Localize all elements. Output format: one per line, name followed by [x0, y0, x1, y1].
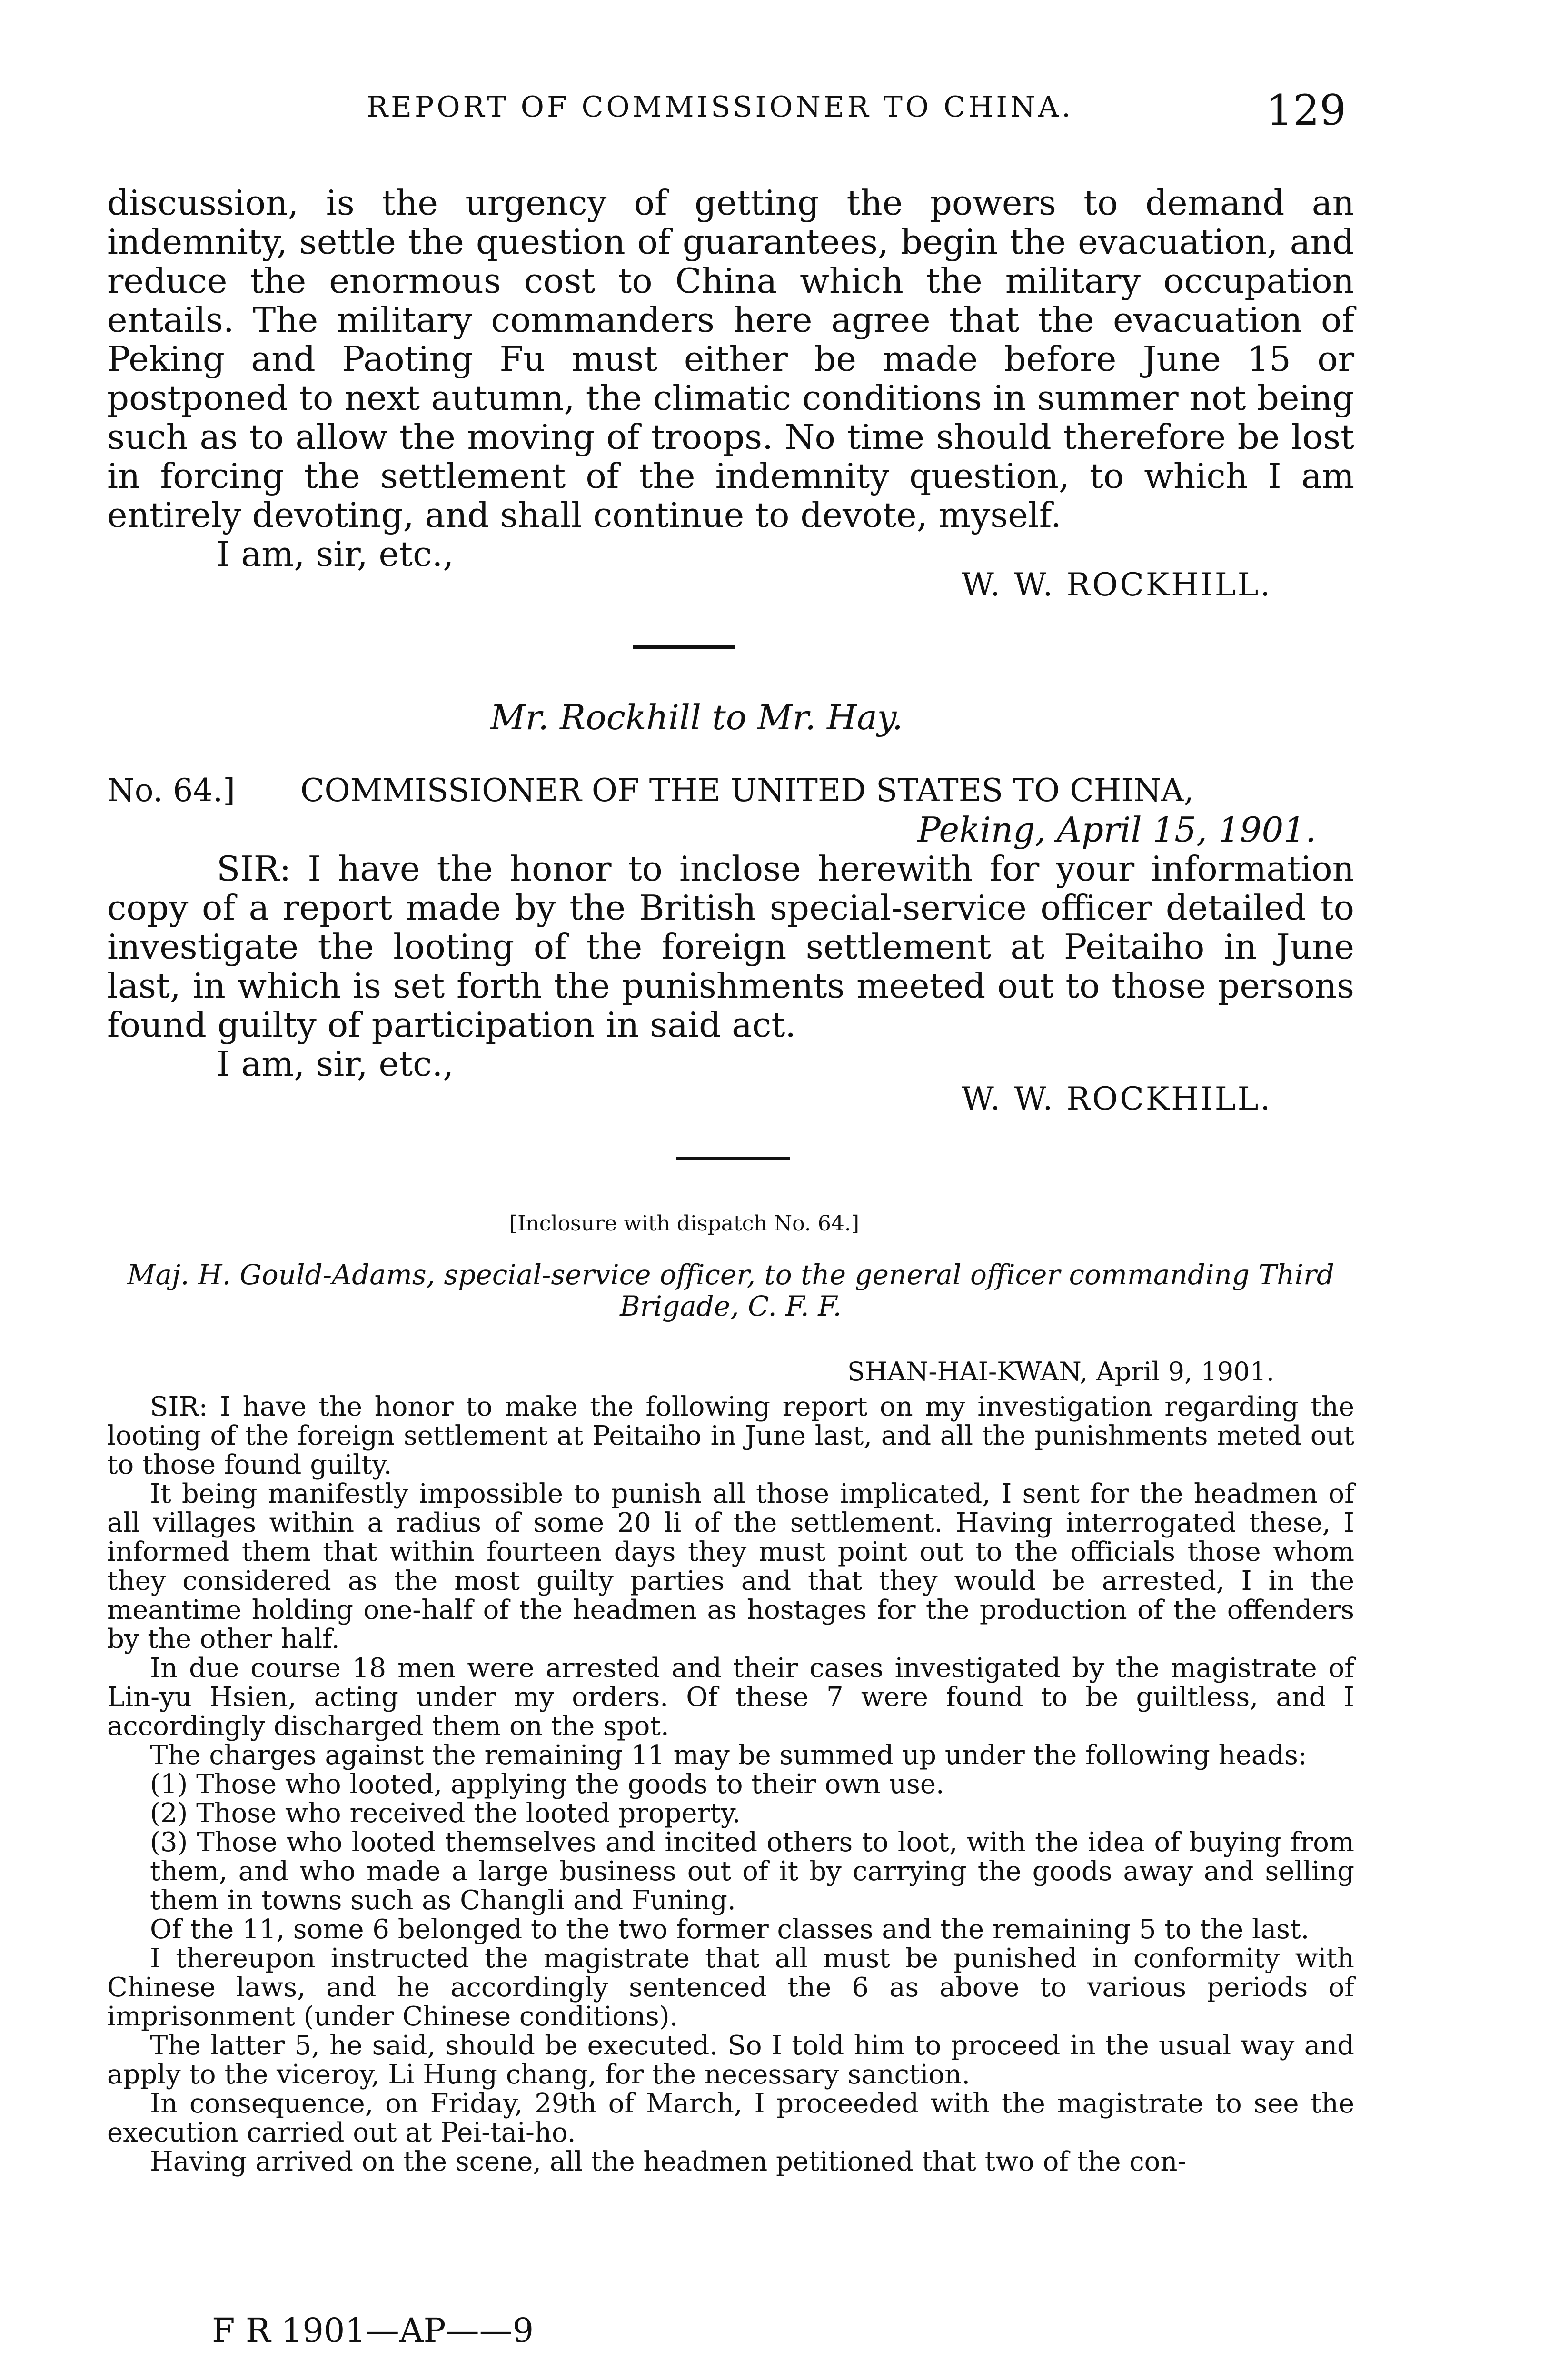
letter-body: SIR: I have the honor to inclose herewith for your information copy of a report made by the British special-service officer detailed to investigate the looting of the foreign settlement at Peitaiho in June last, in which is set forth the punishments meeted out to those persons found guilty of participation in said act. — [107, 849, 1354, 1045]
section-rule-1 — [633, 645, 735, 649]
list-item: (3) Those who looted themselves and incited others to loot, with the idea of buying from them, and who made a large business out of it by carrying the goods away and selling them in towns such as Changli and Funing. — [150, 1827, 1354, 1916]
letter-place-date: Peking, April 15, 1901. — [917, 810, 1316, 850]
top-paragraph: discussion, is the urgency of getting the powers to demand an indemnity, settle the question of guarantees, begin the evacuation, and reduce the enormous cost to China which the military occupation entails. The military commanders here agree that the evacuation of Peking and Paoting Fu must either be made before June 15 or postponed to next autumn, the climatic conditions in summer not being such as to allow the moving of troops. No time should therefore be lost in forcing the settlement of the indemnity question, to which I am entirely devoting, and shall continue to devote, myself. — [107, 183, 1354, 535]
inclosure-paragraph: SIR: I have the honor to make the following report on my investigation regarding the looting of the foreign settlement at Peitaiho in June last, and all the punishments meted out to those found guilty. — [107, 1391, 1354, 1480]
list-item: (2) Those who received the looted property. — [150, 1798, 741, 1829]
letter-2-block — [107, 771, 1354, 1083]
inclosure-place-date: SHAN-HAI-KWAN, April 9, 1901. — [847, 1357, 1274, 1387]
inclosure-heading: Maj. H. Gould-Adams, special-service officer, to the general officer commanding Third Brigade, C. F. F. — [127, 1259, 1334, 1322]
dispatch-number: No. 64.] — [107, 772, 235, 809]
letter-from: COMMISSIONER OF THE UNITED STATES TO CHINA, — [300, 772, 1194, 809]
inclosure-paragraph: In consequence, on Friday, 29th of March, I proceeded with the magistrate to see the execution carried out at Pei-tai-ho. — [107, 2088, 1354, 2148]
inclosure-paragraph: Having arrived on the scene, all the headmen petitioned that two of the con- — [150, 2146, 1187, 2177]
list-item: (1) Those who looted, applying the goods to their own use. — [150, 1769, 944, 1800]
closing-1: I am, sir, etc., — [217, 534, 454, 574]
letter-heading: Mr. Rockhill to Mr. Hay. — [490, 697, 903, 737]
section-rule-2 — [676, 1157, 790, 1160]
top-paragraph-block — [107, 183, 1354, 574]
signature-1: W. W. ROCKHILL. — [962, 566, 1272, 603]
inclosure-body — [107, 1392, 1354, 2176]
inclosure-paragraph: It being manifestly impossible to punish all those implicated, I sent for the headmen of all villages within a radius of some 20 li of the settlement. Having interrogated these, I informed them that within fourteen days they must point out to the officials those whom they considered as the most guilty parties and that they would be arrested, I in the meantime holding one-half of the headmen as hostages for the production of the offenders by the other half. — [107, 1478, 1354, 1655]
inclosure-label: [Inclosure with dispatch No. 64.] — [509, 1211, 860, 1236]
signature-2: W. W. ROCKHILL. — [962, 1081, 1272, 1117]
inclosure-paragraph: In due course 18 men were arrested and their cases investigated by the magistrate of Lin-yu Hsien, acting under my orders. Of these 7 were found to be guiltless, and I accordingly discharged them on the spot. — [107, 1653, 1354, 1742]
inclosure-paragraph: Of the 11, some 6 belonged to the two former classes and the remaining 5 to the last. — [150, 1914, 1310, 1945]
closing-2: I am, sir, etc., — [217, 1044, 454, 1084]
page-number: 129 — [1266, 86, 1346, 135]
running-title: REPORT OF COMMISSIONER TO CHINA. — [367, 90, 1074, 124]
signature-mark: F R 1901—AP——9 — [212, 2311, 534, 2350]
inclosure-paragraph: The charges against the remaining 11 may be summed up under the following heads: — [150, 1740, 1307, 1771]
inclosure-paragraph: I thereupon instructed the magistrate that all must be punished in conformity with Chinese laws, and he accordingly sentenced the 6 as above to various periods of imprisonment (under Chinese conditions). — [107, 1943, 1354, 2032]
inclosure-paragraph: The latter 5, he said, should be executed. So I told him to proceed in the usual way and apply to the viceroy, Li Hung chang, for the necessary sanction. — [107, 2030, 1354, 2090]
